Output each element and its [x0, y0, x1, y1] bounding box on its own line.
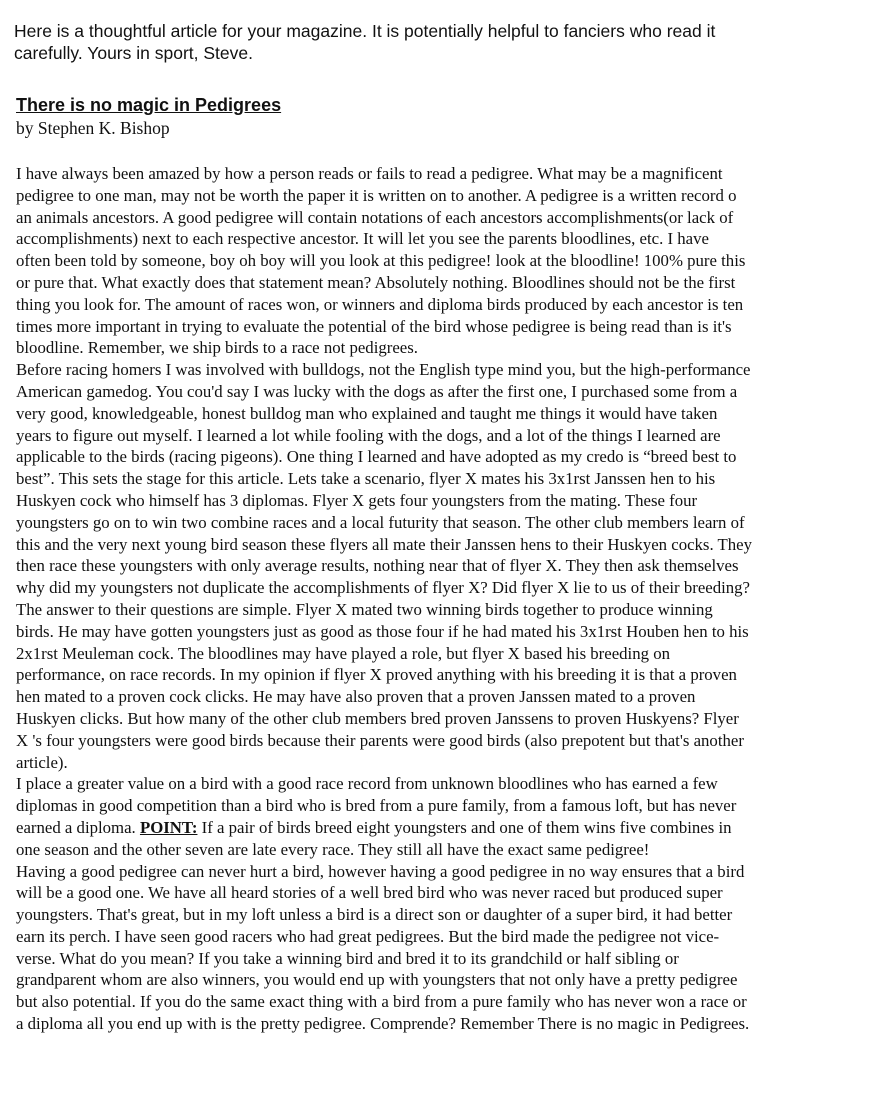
cover-note: Here is a thoughtful article for your magazine. It is potentially helpful to fanciers who read it carefully. Yours in sport, Steve. [14, 21, 716, 63]
paragraph-3 [16, 773, 883, 860]
article-title: There is no magic in Pedigrees [16, 95, 282, 115]
paragraph-3-part-1: I place a greater value on a bird with a good race record from unknown bloodlines who has earned a few diplomas in good competition than a bird who is bred from a pure family, from a famous loft, but has never earned a diploma. [16, 774, 737, 837]
paragraph-3-part-2: If a pair of birds breed eight youngsters and one of them wins five combines in one season and the other seven are late every race. They still all have the exact same pedigree! [16, 817, 732, 859]
paragraph-2: Before racing homers I was involved with bulldogs, not the English type mind you, but the high-performance American gamedog. You cou'd say I was lucky with the dogs as after the first one, I purchased some from a very good, knowledgeable, honest bulldog man who explained and taught me things it would have taken years to figure out myself. I learned a lot while fooling with the dogs, and a lot of the things I learned are applicable to the birds (racing pigeons). One thing I learned and have adopted as my credo is “breed best to best”. This sets the stage for this article. Lets take a scenario, flyer X mates his 3x1rst Janssen hen to his Huskyen cock who himself has 3 diplomas. Flyer X gets four youngsters from the mating. These four youngsters go on to win two combine races and a local futurity that season. The other club members learn of this and the very next young bird season these flyers all mate their Janssen hens to their Huskyen cocks. They then race these youngsters with only average results, nothing near that of flyer X. They then ask themselves why did my youngsters not duplicate the accomplishments of flyer X? Did flyer X lie to us of their breeding? The answer to their questions are simple. Flyer X mated two winning birds together to produce winning birds. He may have gotten youngsters just as good as those four if he had mated his 3x1rst Houben hen to his 2x1rst Meuleman cock. The bloodlines may have played a role, but flyer X based his breeding on performance, on race records. In my opinion if flyer X proved anything with his breeding it is that a proven hen mated to a proven cock clicks. He may have also proven that a proven Janssen mated to a proven Huskyen clicks. But how many of the other club members bred proven Janssens to proven Huskyens? Flyer X 's four youngsters were good birds because their parents were good birds (also prepotent but that's another article). [16, 360, 753, 772]
article-byline: by Stephen K. Bishop [16, 118, 170, 138]
article-body [16, 163, 883, 1035]
paragraph-4: Having a good pedigree can never hurt a bird, however having a good pedigree in no way ensures that a bird will be a good one. We have all heard stories of a well bred bird who was never raced but produced super youngsters. That's great, but in my loft unless a bird is a direct son or daughter of a super bird, it had better earn its perch. I have seen good racers who had great pedigrees. But the bird made the pedigree not vice- verse. What do you mean? If you take a winning bird and bred it to its grandchild or half sibling or grandparent whom are also winners, you would end up with youngsters that not only have a pretty pedigree but also potential. If you do the same exact thing with a bird from a pure family who has never won a race or a diploma all you end up with is the pretty pedigree. Comprende? Remember There is no magic in Pedigrees. [16, 861, 750, 1034]
paragraph-1: I have always been amazed by how a person reads or fails to read a pedigree. What may be a magnificent pedigree to one man, may not be worth the paper it is written on to another. A pedigree is a written record o an animals ancestors. A good pedigree will contain notations of each ancestors accomplishments(or lack of accomplishments) next to each respective ancestor. It will let you see the parents bloodlines, etc. I have often been told by someone, boy oh boy will you look at this pedigree! look at the bloodline! 100% pure this or pure that. What exactly does that statement mean? Absolutely nothing. Bloodlines should not be the first thing you look for. The amount of races won, or winners and diploma birds produced by each ancestor is ten times more important in trying to evaluate the potential of the bird whose pedigree is being read than is it's bloodline. Remember, we ship birds to a race not pedigrees. [16, 164, 746, 358]
point-label: POINT: [139, 817, 198, 837]
